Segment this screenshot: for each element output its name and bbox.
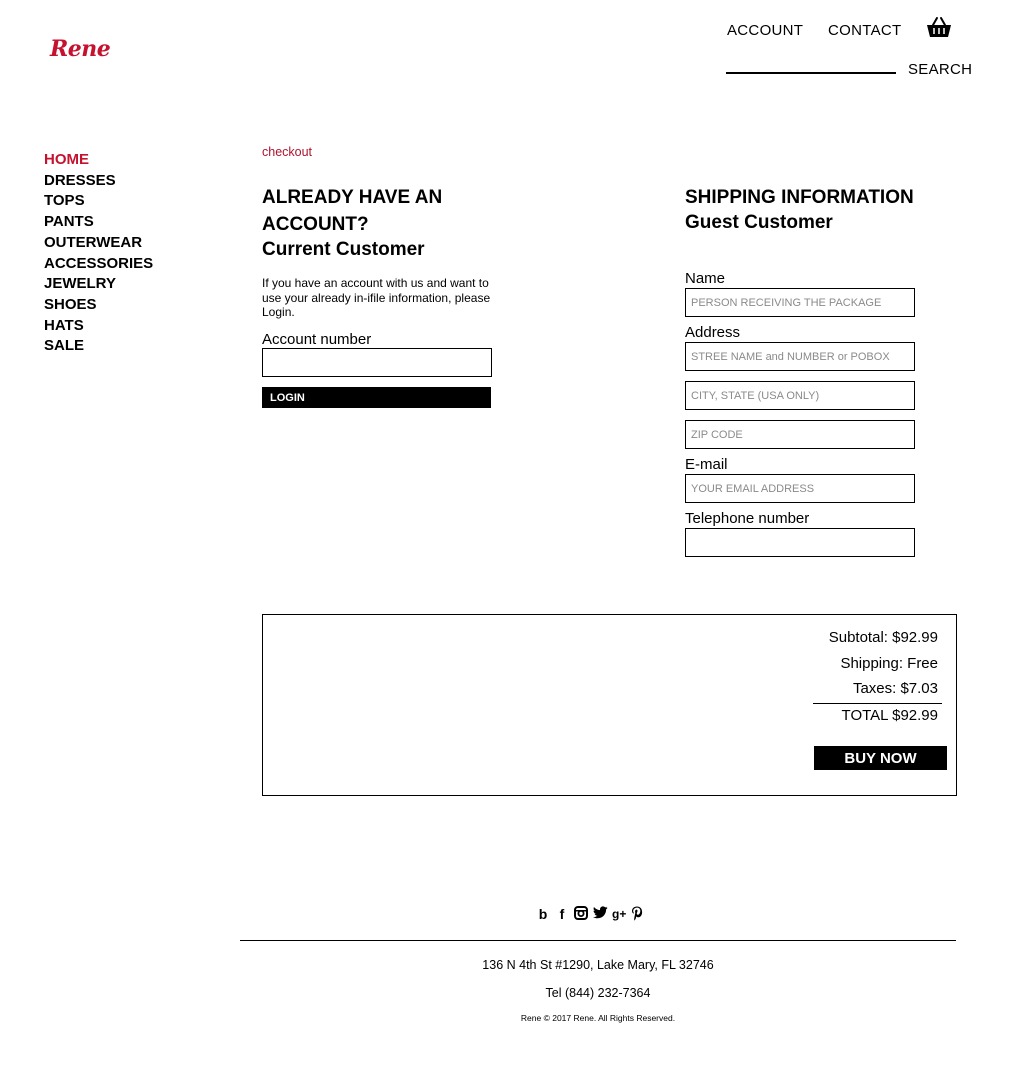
pinterest-icon[interactable] — [631, 906, 645, 922]
account-number-input[interactable] — [262, 348, 492, 377]
behance-icon[interactable]: b — [538, 906, 548, 922]
logo[interactable]: Rene — [50, 36, 111, 62]
email-label: E-mail — [685, 456, 728, 473]
zip-input[interactable] — [685, 420, 915, 449]
sidebar-item-jewelry[interactable]: JEWELRY — [44, 275, 116, 293]
shipping-title: SHIPPING INFORMATION — [685, 187, 914, 208]
buy-now-button[interactable]: BUY NOW — [814, 746, 947, 770]
login-description: If you have an account with us and want to use your already in-ifile information, please Login. — [262, 276, 491, 319]
sidebar-item-accessories[interactable]: ACCESSORIES — [44, 254, 154, 272]
google-plus-icon[interactable]: g+ — [612, 907, 627, 921]
sidebar-item-home[interactable]: HOME — [44, 151, 89, 168]
sidebar-item-shoes[interactable]: SHOES — [44, 295, 97, 313]
facebook-icon[interactable]: f — [559, 906, 565, 922]
breadcrumb[interactable]: checkout — [262, 145, 313, 159]
instagram-icon[interactable] — [574, 906, 588, 922]
taxes-text: Taxes: $7.03 — [852, 680, 938, 697]
search-input[interactable] — [726, 72, 896, 74]
sidebar-nav — [44, 150, 153, 357]
subtotal-text: Subtotal: $92.99 — [828, 629, 938, 646]
login-button[interactable]: LOGIN — [262, 387, 491, 408]
account-number-label: Account number — [262, 331, 372, 348]
footer-divider — [240, 940, 956, 941]
footer-copyright: Rene © 2017 Rene. All Rights Reserved. — [520, 1013, 676, 1023]
summary-divider — [813, 703, 942, 704]
city-state-input[interactable] — [685, 381, 915, 410]
sidebar-item-hats[interactable]: HATS — [44, 316, 84, 334]
order-summary — [262, 614, 957, 796]
address-label: Address — [685, 324, 741, 341]
name-input[interactable] — [685, 288, 915, 317]
footer-telephone: Tel (844) 232-7364 — [545, 986, 651, 1000]
shipping-subtitle: Guest Customer — [685, 212, 833, 233]
sidebar-item-tops[interactable]: TOPS — [44, 192, 85, 210]
sidebar-item-outerwear[interactable]: OUTERWEAR — [44, 233, 143, 251]
sidebar-item-sale[interactable]: SALE — [44, 337, 85, 355]
nav-contact-link[interactable]: CONTACT — [828, 22, 902, 39]
telephone-input[interactable] — [685, 528, 915, 557]
basket-icon[interactable] — [926, 16, 952, 40]
email-input[interactable] — [685, 474, 915, 503]
search-button[interactable]: SEARCH — [908, 61, 973, 78]
nav-account-link[interactable]: ACCOUNT — [727, 22, 804, 39]
name-label: Name — [685, 270, 726, 287]
login-title: ALREADY HAVE AN ACCOUNT? — [262, 187, 443, 235]
footer-address: 136 N 4th St #1290, Lake Mary, FL 32746 — [482, 958, 714, 972]
sidebar-item-pants[interactable]: PANTS — [44, 213, 94, 231]
street-input[interactable] — [685, 342, 915, 371]
total-text: TOTAL $92.99 — [841, 707, 938, 724]
social-links — [536, 905, 645, 923]
twitter-icon[interactable] — [593, 906, 607, 922]
sidebar-item-dresses[interactable]: DRESSES — [44, 171, 116, 189]
shipping-cost-text: Shipping: Free — [840, 655, 938, 672]
telephone-label: Telephone number — [685, 510, 810, 527]
login-subtitle: Current Customer — [262, 239, 425, 260]
